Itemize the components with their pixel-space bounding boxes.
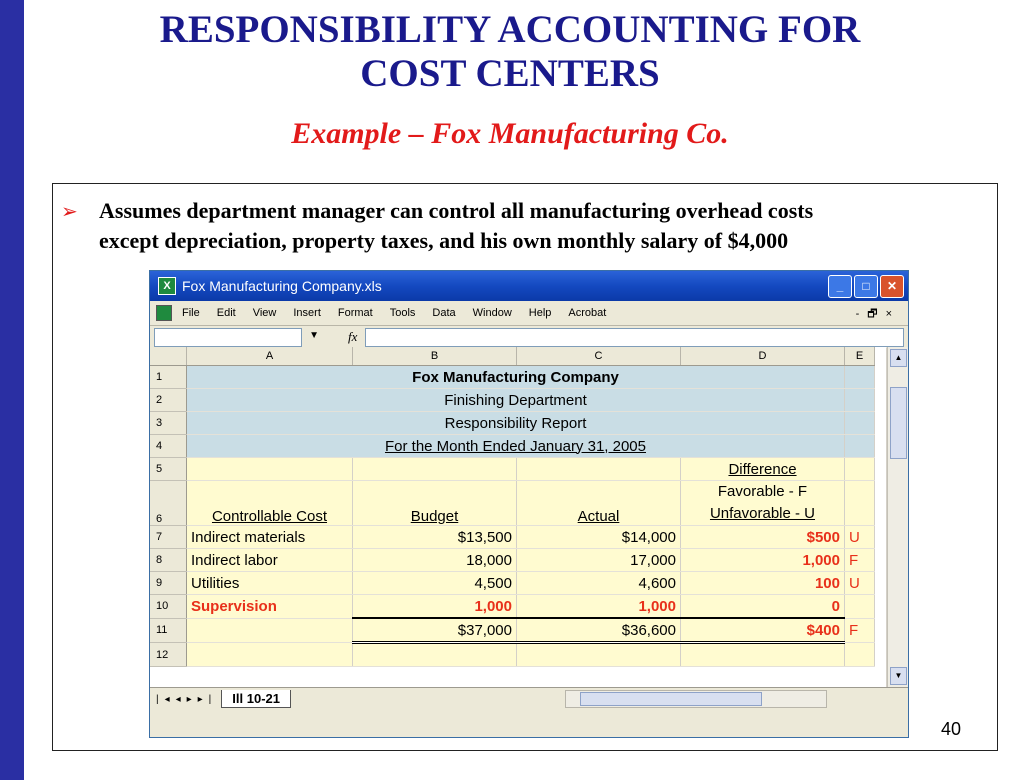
budget-header: Budget: [410, 508, 459, 525]
excel-window: [149, 270, 909, 738]
flag-cell[interactable]: U: [845, 526, 875, 549]
cell[interactable]: [187, 643, 353, 667]
difference-subheader-cell[interactable]: [681, 481, 845, 526]
flag-cell[interactable]: F: [845, 618, 875, 643]
column-header-c[interactable]: C: [517, 347, 681, 366]
page-number: 40: [940, 719, 961, 739]
cell[interactable]: [845, 458, 875, 481]
difference-cell[interactable]: $500: [681, 526, 845, 549]
menu-file[interactable]: File: [182, 307, 200, 319]
sheet-nav-arrows-icon[interactable]: |◂◂▸▸|: [156, 693, 218, 705]
row-header[interactable]: 4: [150, 435, 187, 458]
row-header[interactable]: 11: [150, 618, 187, 643]
horizontal-scroll-thumb[interactable]: [580, 692, 762, 706]
content-box: [52, 183, 998, 751]
flag-cell[interactable]: [845, 595, 875, 619]
budget-cell[interactable]: $13,500: [353, 526, 517, 549]
cell[interactable]: [681, 643, 845, 667]
menu-help[interactable]: Help: [528, 307, 552, 319]
budget-total-cell[interactable]: $37,000: [353, 618, 517, 643]
menu-insert[interactable]: Insert: [293, 307, 321, 319]
cell[interactable]: [353, 643, 517, 667]
controllable-cost-header-cell[interactable]: [187, 481, 353, 526]
period-text: For the Month Ended January 31, 2005: [384, 437, 646, 455]
table-row: [150, 595, 875, 619]
title-line-2: COST CENTERS: [360, 52, 660, 95]
scroll-up-icon[interactable]: ▲: [890, 349, 907, 367]
workbook-window-controls[interactable]: -🗗×: [855, 308, 900, 320]
table-row: [150, 618, 875, 643]
difference-cell[interactable]: 100: [681, 572, 845, 595]
row-header[interactable]: 10: [150, 595, 187, 619]
arrow-bullet-icon: ➢: [61, 199, 78, 223]
cell[interactable]: [845, 389, 875, 412]
bullet-line-1: Assumes department manager can control all manufacturing overhead costs: [99, 198, 814, 223]
difference-cell[interactable]: 1,000: [681, 549, 845, 572]
menu-tools[interactable]: Tools: [389, 307, 416, 319]
table-row: [150, 643, 875, 667]
spreadsheet-grid: [150, 347, 886, 687]
formula-bar: [150, 325, 908, 348]
column-header-row: [150, 347, 875, 366]
excel-menu-bar: [150, 301, 908, 325]
menu-view[interactable]: View: [252, 307, 277, 319]
row-header[interactable]: 12: [150, 643, 187, 667]
column-header-e[interactable]: E: [845, 347, 875, 366]
sheet-tab[interactable]: Ill 10-21: [221, 690, 291, 708]
cell[interactable]: [187, 458, 353, 481]
row-header[interactable]: 9: [150, 572, 187, 595]
column-header-a[interactable]: A: [187, 347, 353, 366]
budget-cell[interactable]: 18,000: [353, 549, 517, 572]
minimize-button[interactable]: _: [828, 275, 852, 298]
chevron-down-icon[interactable]: ▼: [309, 329, 319, 341]
table-row: [150, 526, 875, 549]
menu-edit[interactable]: Edit: [216, 307, 236, 319]
horizontal-scrollbar[interactable]: [565, 690, 827, 708]
bullet-item: [61, 196, 981, 256]
menu-format[interactable]: Format: [337, 307, 373, 319]
cost-label-cell[interactable]: Supervision: [187, 595, 353, 619]
cell[interactable]: [845, 481, 875, 526]
cost-label-cell[interactable]: Indirect materials: [187, 526, 353, 549]
actual-cell[interactable]: $14,000: [517, 526, 681, 549]
bullet-text: [99, 196, 813, 256]
cell[interactable]: [845, 412, 875, 435]
flag-cell[interactable]: U: [845, 572, 875, 595]
row-header[interactable]: 6: [150, 481, 187, 526]
actual-header-cell[interactable]: [517, 481, 681, 526]
table-row: [150, 366, 875, 389]
close-button[interactable]: ✕: [880, 275, 904, 298]
actual-header: Actual: [577, 508, 620, 525]
row-header[interactable]: 3: [150, 412, 187, 435]
workbook-icon[interactable]: [156, 305, 172, 321]
actual-cell[interactable]: 17,000: [517, 549, 681, 572]
cell[interactable]: [845, 435, 875, 458]
report-name-cell[interactable]: Responsibility Report: [187, 412, 845, 435]
period-cell[interactable]: [187, 435, 845, 458]
budget-cell[interactable]: 4,500: [353, 572, 517, 595]
row-header[interactable]: 5: [150, 458, 187, 481]
bullet-line-2: except depreciation, property taxes, and his own monthly salary of $4,000: [99, 228, 789, 253]
row-header[interactable]: 2: [150, 389, 187, 412]
scroll-down-icon[interactable]: ▼: [890, 667, 907, 685]
excel-app-icon[interactable]: X: [158, 277, 176, 295]
cell[interactable]: [845, 366, 875, 389]
cell[interactable]: [517, 643, 681, 667]
table-row: [150, 481, 875, 526]
select-all-corner[interactable]: [150, 347, 187, 366]
cost-label-cell[interactable]: Indirect labor: [187, 549, 353, 572]
table-row: [150, 458, 875, 481]
actual-total-cell[interactable]: $36,600: [517, 618, 681, 643]
menu-data[interactable]: Data: [432, 307, 456, 319]
table-row: [150, 389, 875, 412]
title-line-1: RESPONSIBILITY ACCOUNTING FOR: [159, 8, 861, 51]
table-row: [150, 549, 875, 572]
difference-total-cell[interactable]: $400: [681, 618, 845, 643]
column-header-b[interactable]: B: [353, 347, 517, 366]
maximize-button[interactable]: □: [854, 275, 878, 298]
favorable-label: Favorable - F: [717, 483, 808, 500]
excel-title-bar[interactable]: [150, 271, 908, 301]
table-row: [150, 435, 875, 458]
department-cell[interactable]: Finishing Department: [187, 389, 845, 412]
budget-header-cell[interactable]: [353, 481, 517, 526]
company-name-cell[interactable]: Fox Manufacturing Company: [187, 366, 845, 389]
name-box[interactable]: [154, 328, 319, 347]
difference-header-cell[interactable]: [681, 458, 845, 481]
scroll-thumb[interactable]: [890, 387, 907, 459]
controllable-cost-header: Controllable Cost: [211, 508, 328, 525]
menu-acrobat[interactable]: Acrobat: [568, 307, 607, 319]
row-header[interactable]: 8: [150, 549, 187, 572]
fx-icon: fx: [348, 329, 358, 344]
table-row: [150, 572, 875, 595]
row-header[interactable]: 1: [150, 366, 187, 389]
formula-input[interactable]: [365, 328, 904, 347]
table-row: [150, 412, 875, 435]
excel-window-title: Fox Manufacturing Company.xls: [182, 278, 382, 294]
row-header[interactable]: 7: [150, 526, 187, 549]
difference-cell[interactable]: 0: [681, 595, 845, 619]
budget-cell[interactable]: 1,000: [353, 595, 517, 619]
status-bar: [150, 709, 909, 738]
actual-cell[interactable]: 4,600: [517, 572, 681, 595]
cost-label-cell[interactable]: [187, 618, 353, 643]
column-header-d[interactable]: D: [681, 347, 845, 366]
flag-cell[interactable]: F: [845, 549, 875, 572]
sheet-tab-bar: [150, 687, 909, 710]
difference-header: Difference: [728, 460, 797, 478]
cell[interactable]: [353, 458, 517, 481]
unfavorable-label: Unfavorable - U: [709, 505, 816, 522]
cell[interactable]: [517, 458, 681, 481]
slide-title: [40, 8, 980, 96]
menu-window[interactable]: Window: [472, 307, 512, 319]
vertical-scrollbar[interactable]: [887, 347, 908, 687]
slide-left-bar: [0, 0, 24, 780]
cost-label-cell[interactable]: Utilities: [187, 572, 353, 595]
slide-subtitle: Example – Fox Manufacturing Co.: [291, 117, 729, 150]
actual-cell[interactable]: 1,000: [517, 595, 681, 619]
cell[interactable]: [845, 643, 875, 667]
